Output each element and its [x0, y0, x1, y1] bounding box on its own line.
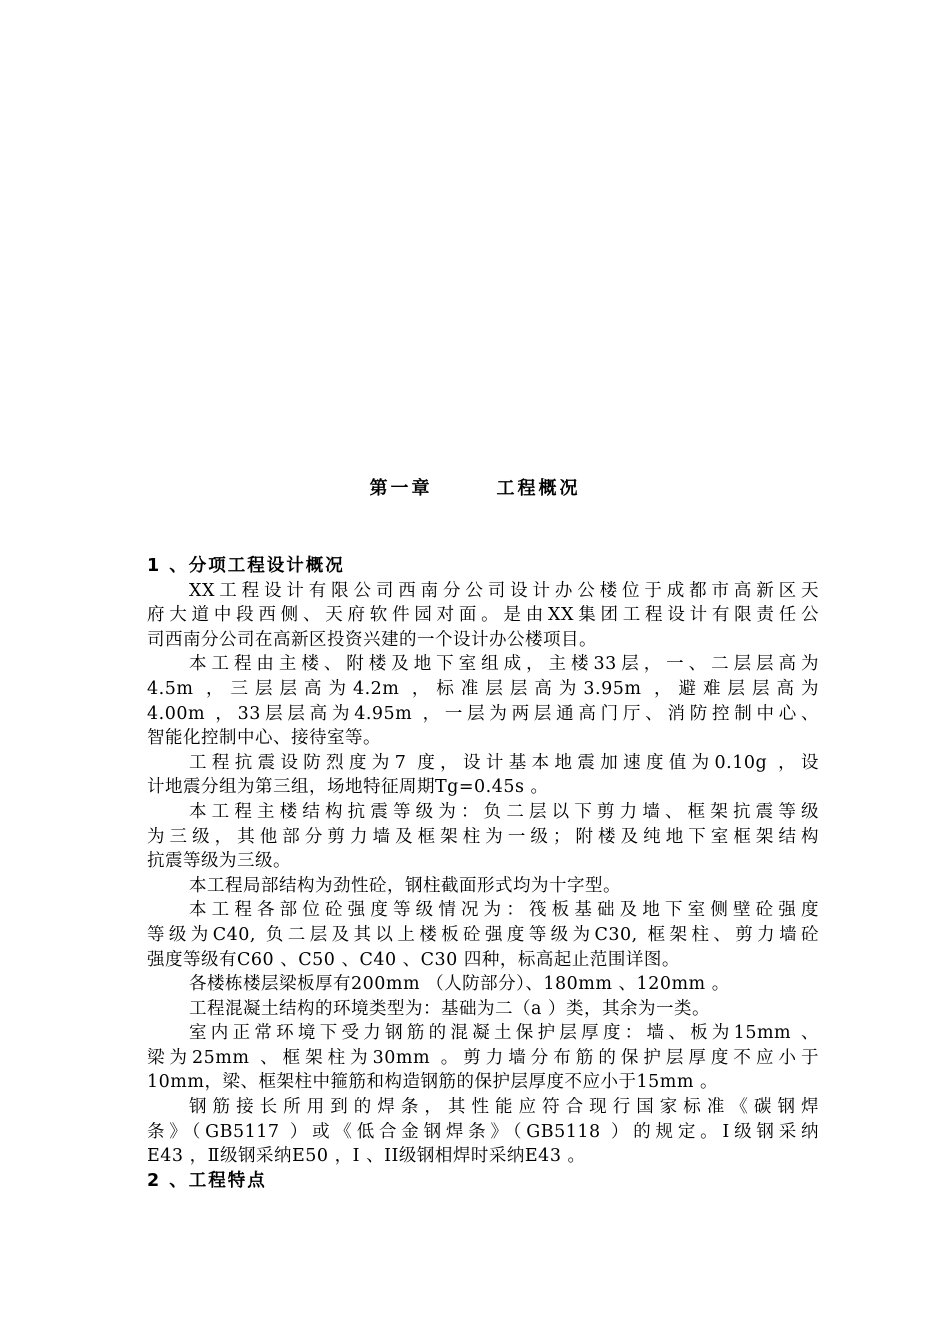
paragraph-line: 10mm，梁、框架柱中箍筋和构造钢筋的保护层厚度不应小于15mm 。	[147, 1072, 718, 1093]
paragraph-line: 司西南分公司在高新区投资兴建的一个设计办公楼项目。	[147, 629, 597, 650]
paragraph-line: 各楼栋楼层梁板厚有200mm （人防部分）、180mm 、120mm 。	[189, 974, 730, 995]
chapter-name: 工程概况	[496, 478, 581, 499]
paragraph-line: 工程抗震设防烈度为7 度，设计基本地震加速度值为0.10g ，设	[189, 752, 819, 773]
paragraph-line: 4.00m ，33层层高为4.95m ，一层为两层通高门厅、消防控制中心、	[147, 703, 819, 724]
paragraph-line: 等级为C40, 负二层及其以上楼板砼强度等级为C30, 框架柱、剪力墙砼	[147, 924, 819, 945]
section-heading-2: 2 、工程特点	[147, 1170, 267, 1191]
paragraph-line: 本工程各部位砼强度等级情况为：筏板基础及地下室侧壁砼强度	[189, 900, 819, 921]
chapter-label: 第一章	[369, 478, 433, 499]
paragraph-line: XX工程设计有限公司西南分公司设计办公楼位于成都市高新区天	[189, 580, 819, 601]
document-body	[147, 554, 819, 1193]
paragraph-line: 府大道中段西侧、天府软件园对面。是由XX集团工程设计有限责任公	[147, 605, 819, 626]
paragraph-line: 强度等级有C60 、C50 、C40 、C30 四种，标高起止范围详图。	[147, 949, 680, 970]
paragraph-line: 室内正常环境下受力钢筋的混凝土保护层厚度：墙、板为15mm 、	[189, 1023, 819, 1044]
paragraph-line: 梁为25mm 、框架柱为30mm 。剪力墙分布筋的保护层厚度不应小于	[147, 1047, 819, 1068]
paragraph-line: 抗震等级为三级。	[147, 851, 291, 872]
paragraph-line: 计地震分组为第三组，场地特征周期Tg=0.45s 。	[147, 777, 549, 798]
paragraph-line: 本工程局部结构为劲性砼，钢柱截面形式均为十字型。	[189, 875, 621, 896]
paragraph-line: 工程混凝土结构的环境类型为：基础为二（a ）类，其余为一类。	[189, 998, 710, 1019]
section-heading-1: 1 、分项工程设计概况	[147, 556, 345, 576]
paragraph-line: 条》（GB5117 ）或《低合金钢焊条》（GB5118 ）的规定。Ⅰ级钢采纳	[147, 1121, 819, 1142]
chapter-title	[0, 474, 950, 500]
paragraph-line: 智能化控制中心、接待室等。	[147, 728, 381, 749]
paragraph-line: 钢筋接长所用到的焊条，其性能应符合现行国家标准《碳钢焊	[189, 1097, 819, 1118]
paragraph-line: 本工程由主楼、附楼及地下室组成，主楼33层，一、二层层高为	[189, 654, 819, 675]
paragraph-line: 4.5m ，三层层高为4.2m ，标准层层高为3.95m ，避难层层高为	[147, 678, 819, 699]
paragraph-line: 本工程主楼结构抗震等级为：负二层以下剪力墙、框架抗震等级	[189, 801, 819, 822]
paragraph-line: E43 ，Ⅱ级钢采纳E50 ，Ⅰ 、II级钢相焊时采纳E43 。	[147, 1146, 586, 1167]
paragraph-line: 为三级，其他部分剪力墙及框架柱为一级；附楼及纯地下室框架结构	[147, 826, 819, 847]
